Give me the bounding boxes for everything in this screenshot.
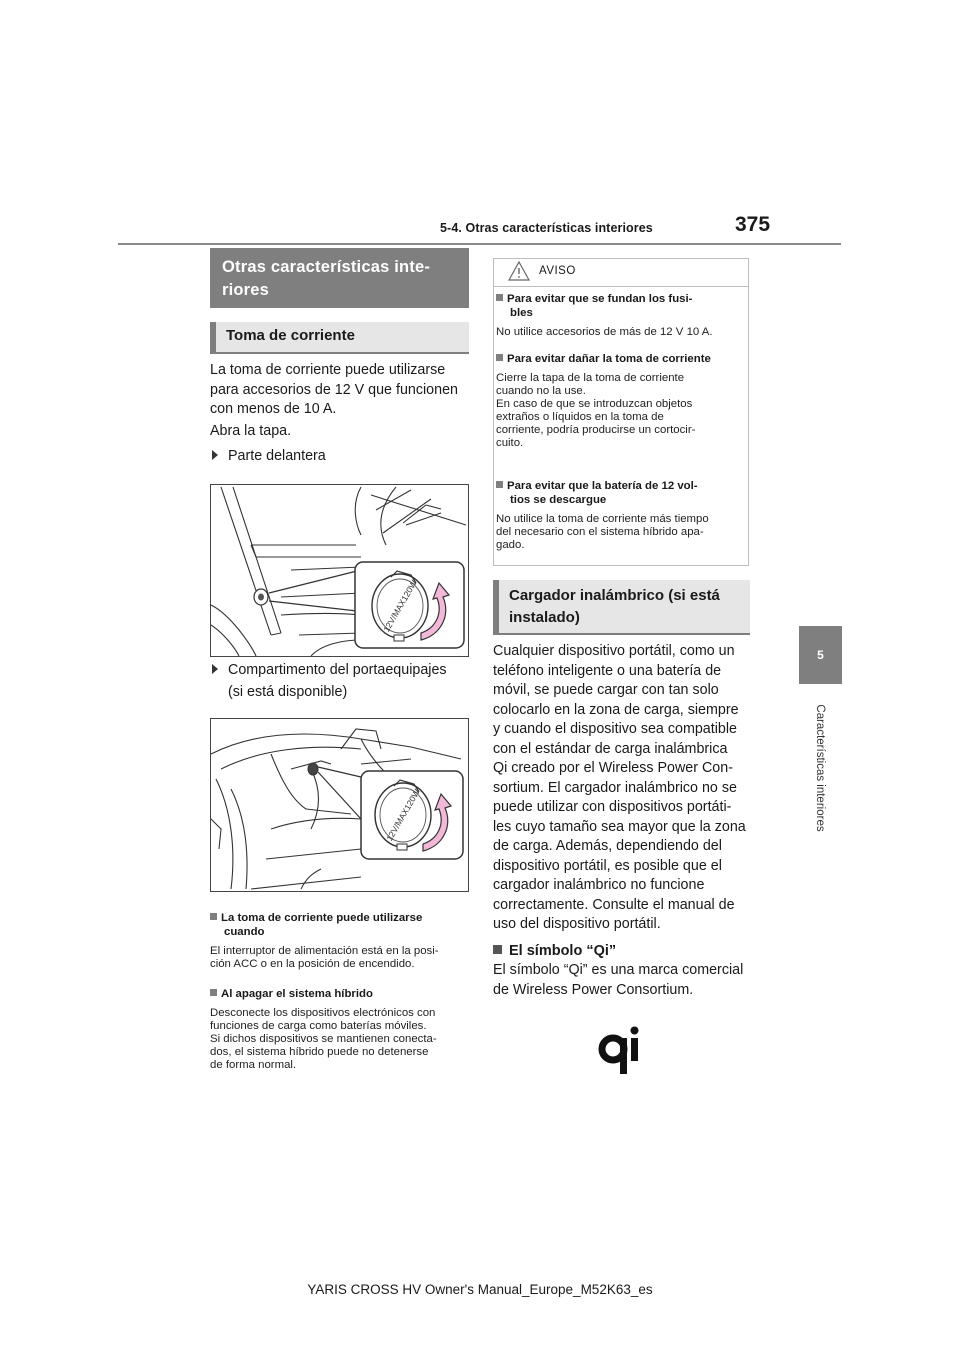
paragraph-line: cargador inalámbrico no funcione <box>493 877 705 893</box>
square-bullet-icon <box>210 989 217 996</box>
square-bullet-icon <box>210 913 217 920</box>
paragraph-line: dispositivo portátil, es posible que el <box>493 857 722 874</box>
warning-battery: Para evitar que la batería de 12 vol- tios se descargue No utilice la toma de corriente más tiempo del necesario con el sistema híbrido apa- gado. <box>496 480 709 551</box>
chapter-label: Características interiores <box>814 704 826 832</box>
main-section-title: Otras características inte- riores <box>210 248 469 308</box>
illustration-luggage-compartment <box>211 719 468 891</box>
paragraph-line: puede utilizar con dispositivos portáti- <box>493 799 732 815</box>
subsection-title: Toma de corriente <box>210 322 469 354</box>
note-hybrid-off: Al apagar el sistema híbrido Desconecte los dispositivos electrónicos con funciones de carga como baterías móviles. Si dichos dispositivos se mantienen conecta- dos, el sistema híbrido puede no detenerse de forma normal. <box>210 988 437 1071</box>
triangle-bullet-icon <box>212 664 218 674</box>
cap-marking: 12V/MAX120W <box>381 578 419 634</box>
paragraph-line: Qi creado por el Wireless Power Con- <box>493 760 733 776</box>
warning-label: AVISO <box>539 265 576 277</box>
chapter-number: 5 <box>817 648 824 662</box>
cap-marking: 12V/MAX120W <box>384 787 422 843</box>
paragraph-line: uso del dispositivo portátil. <box>493 916 661 932</box>
figure-luggage-outlet <box>210 718 469 892</box>
qi-symbol-text: El símbolo “Qi” es una marca comercial de Wireless Power Consortium. <box>493 962 744 998</box>
paragraph-line: correctamente. Consulte el manual de <box>493 896 735 913</box>
square-bullet-icon <box>496 294 503 301</box>
triangle-bullet-icon <box>212 450 218 460</box>
header-section-title: 5-4. Otras características interiores <box>440 221 653 235</box>
wireless-charger-paragraph <box>493 642 758 935</box>
square-bullet-icon <box>493 945 502 954</box>
instruction-open-lid: Abra la tapa. <box>210 423 292 439</box>
warning-triangle-icon <box>508 261 530 281</box>
illustration-front-console <box>211 485 468 656</box>
warning-outlet-damage: Para evitar dañar la toma de corriente Cierre la tapa de la toma de corriente cuando no la use. En caso de que se introduzcan objetos extraños o líquidos en la toma de corriente, podría producirse un cortocir- cuito. <box>496 353 711 449</box>
note-usable-when: La toma de corriente puede utilizarse cuando El interruptor de alimentación está en la posi- ción ACC o en la posición de encendido. <box>210 912 439 970</box>
figure-front-outlet <box>210 484 469 657</box>
header-divider <box>118 243 841 245</box>
paragraph-line: les cuyo tamaño sea mayor que la zona <box>493 818 746 835</box>
square-bullet-icon <box>496 481 503 488</box>
warning-fuses: Para evitar que se fundan los fusi- bles No utilice accesorios de más de 12 V 10 A. <box>496 293 713 338</box>
bullet-front: Parte delantera <box>212 446 326 466</box>
paragraph-line: colocarlo en la zona de carga, siempre <box>493 701 739 718</box>
square-bullet-icon <box>496 354 503 361</box>
paragraph-line: móvil, se puede cargar con tan solo <box>493 682 719 698</box>
paragraph-line: sortium. El cargador inalámbrico no se <box>493 779 737 796</box>
wireless-charger-title: Cargador inalámbrico (si está instalado) <box>493 580 750 635</box>
paragraph-line: con el estándar de carga inalámbrica <box>493 740 728 757</box>
qi-logo-icon <box>598 1024 642 1076</box>
bullet-luggage: Compartimento del portaequipajes (si está disponible) <box>212 660 447 702</box>
paragraph-line: teléfono inteligente o una batería de <box>493 662 722 679</box>
chapter-tab <box>799 626 842 684</box>
page-number: 375 <box>735 213 771 236</box>
paragraph-line: de carga. Además, dependiendo del <box>493 838 722 854</box>
paragraph-line: Cualquier dispositivo portátil, como un <box>493 643 735 659</box>
paragraph-line: y cuando el dispositivo sea compatible <box>493 721 737 737</box>
intro-paragraph: La toma de corriente puede utilizarse para accesorios de 12 V que funcionen con menos de 10 A. <box>210 362 458 417</box>
footer-manual-id: YARIS CROSS HV Owner's Manual_Europe_M52K63_es <box>307 1282 653 1297</box>
qi-symbol-heading: El símbolo “Qi” <box>493 943 616 959</box>
warning-header <box>494 259 748 287</box>
